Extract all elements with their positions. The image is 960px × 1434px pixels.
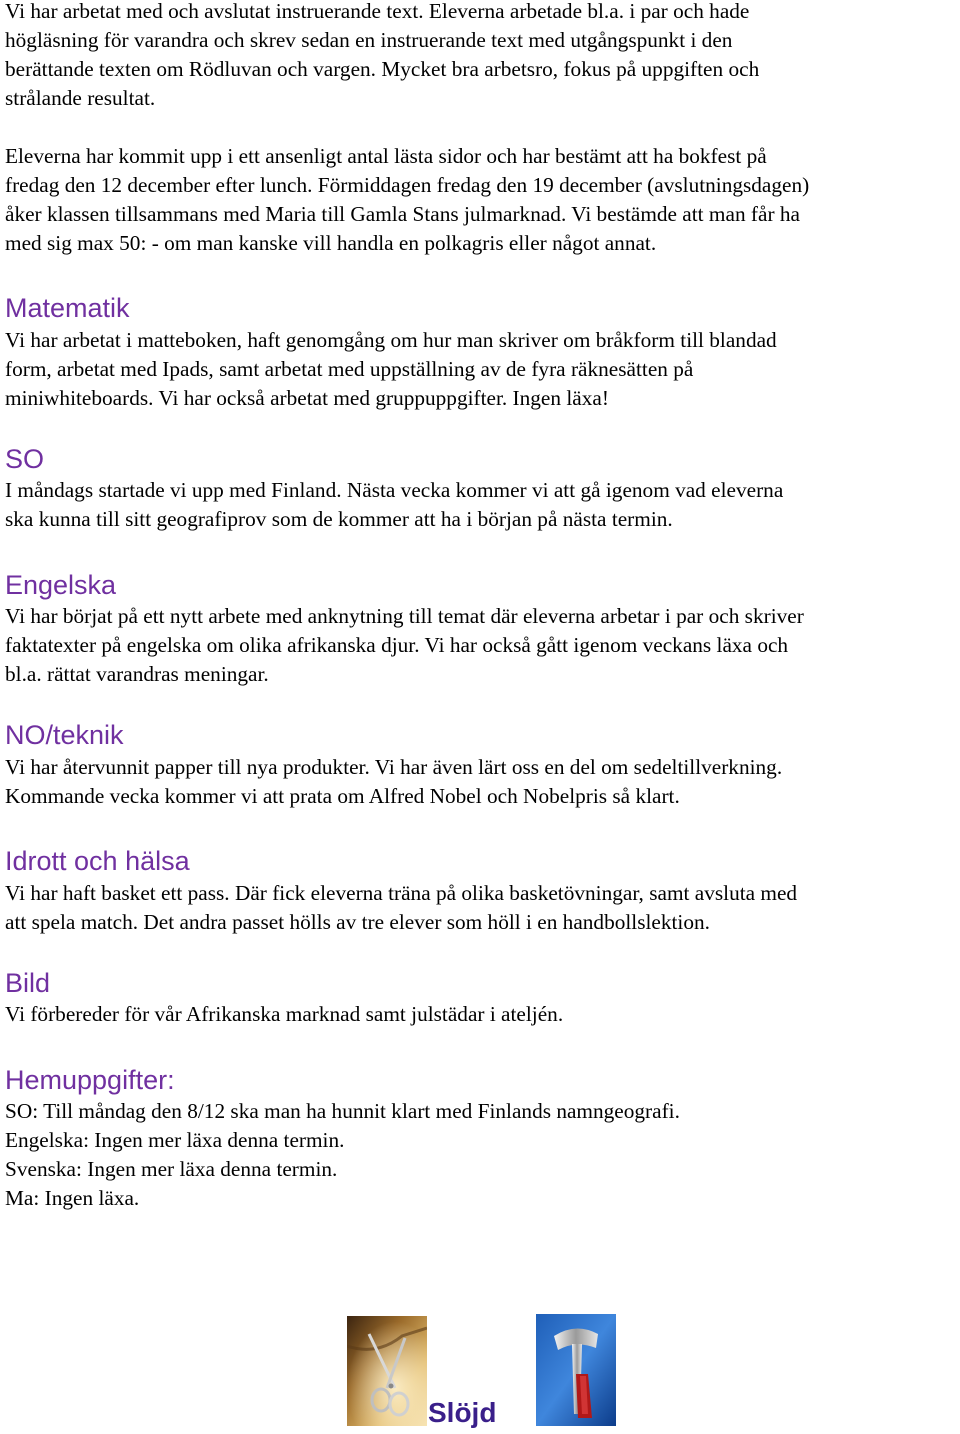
heading-matematik: Matematik — [5, 293, 130, 323]
section-matematik-text — [5, 326, 960, 413]
section-so-text — [5, 476, 960, 534]
text-line: med sig max 50: - om man kanske vill handla en polkagris eller något annat. — [5, 231, 657, 255]
section-hemuppgifter-text — [5, 1097, 960, 1213]
text-line: Vi förbereder för vår Afrikanska marknad samt julstädar i ateljén. — [5, 1002, 564, 1026]
text-line: Vi har haft basket ett pass. Där fick eleverna träna på olika basketövningar, samt avsluta med — [5, 881, 798, 905]
text-line: I måndags startade vi upp med Finland. Nästa vecka kommer vi att gå igenom vad eleverna — [5, 478, 784, 502]
section-no-teknik-text — [5, 753, 960, 811]
intro-paragraph-1 — [5, 0, 960, 113]
heading-no-teknik: NO/teknik — [5, 720, 124, 750]
heading-hemuppgifter: Hemuppgifter: — [5, 1065, 175, 1095]
text-line: högläsning för varandra och skrev sedan en instruerande text med utgångspunkt i den — [5, 28, 733, 52]
text-line: bl.a. rättat varandras meningar. — [5, 662, 269, 686]
text-line: strålande resultat. — [5, 86, 156, 110]
text-line: SO: Till måndag den 8/12 ska man ha hunnit klart med Finlands namngeografi. — [5, 1099, 680, 1123]
text-line: ska kunna till sitt geografiprov som de kommer att ha i början på nästa termin. — [5, 507, 673, 531]
section-idrott-text — [5, 879, 960, 937]
text-line: Engelska: Ingen mer läxa denna termin. — [5, 1128, 345, 1152]
text-line: Vi har arbetat med och avslutat instruerande text. Eleverna arbetade bl.a. i par och hade — [5, 0, 750, 23]
text-line: Kommande vecka kommer vi att prata om Alfred Nobel och Nobelpris så klart. — [5, 784, 680, 808]
text-line: Eleverna har kommit upp i ett ansenligt antal lästa sidor och har bestämt att ha bokfest på — [5, 144, 767, 168]
heading-idrott-och-halsa: Idrott och hälsa — [5, 846, 190, 876]
text-line: Ma: Ingen läxa. — [5, 1186, 140, 1210]
scissors-icon — [347, 1316, 427, 1426]
section-bild-text — [5, 1000, 960, 1029]
text-line: Svenska: Ingen mer läxa denna termin. — [5, 1157, 338, 1181]
intro-paragraph-2 — [5, 142, 960, 258]
text-line: fredag den 12 december efter lunch. Förmiddagen fredag den 19 december (avslutningsdagen) — [5, 173, 810, 197]
slojd-label: Slöjd — [428, 1397, 497, 1428]
text-line: faktatexter på engelska om olika afrikanska djur. Vi har också gått igenom veckans läxa och — [5, 633, 789, 657]
section-engelska-text — [5, 602, 960, 689]
text-line: miniwhiteboards. Vi har också arbetat med gruppuppgifter. Ingen läxa! — [5, 386, 609, 410]
hammer-photo — [536, 1314, 616, 1426]
hammer-icon — [536, 1314, 616, 1426]
text-line: form, arbetat med Ipads, samt arbetat med uppställning av de fyra räknesätten på — [5, 357, 694, 381]
text-line: Vi har börjat på ett nytt arbete med anknytning till temat där eleverna arbetar i par och skriver — [5, 604, 804, 628]
heading-engelska: Engelska — [5, 570, 117, 600]
text-line: Vi har arbetat i matteboken, haft genomgång om hur man skriver om bråkform till blandad — [5, 328, 777, 352]
scissors-photo — [347, 1316, 427, 1426]
text-line: åker klassen tillsammans med Maria till Gamla Stans julmarknad. Vi bestämde att man får ha — [5, 202, 800, 226]
text-line: att spela match. Det andra passet hölls av tre elever som höll i en handbollslektion. — [5, 910, 710, 934]
text-line: Vi har återvunnit papper till nya produkter. Vi har även lärt oss en del om sedeltillverkning. — [5, 755, 783, 779]
footer-images — [0, 1300, 960, 1434]
text-line: berättande texten om Rödluvan och vargen. Mycket bra arbetsro, fokus på uppgiften och — [5, 57, 760, 81]
heading-so: SO — [5, 444, 45, 474]
heading-bild: Bild — [5, 968, 51, 998]
